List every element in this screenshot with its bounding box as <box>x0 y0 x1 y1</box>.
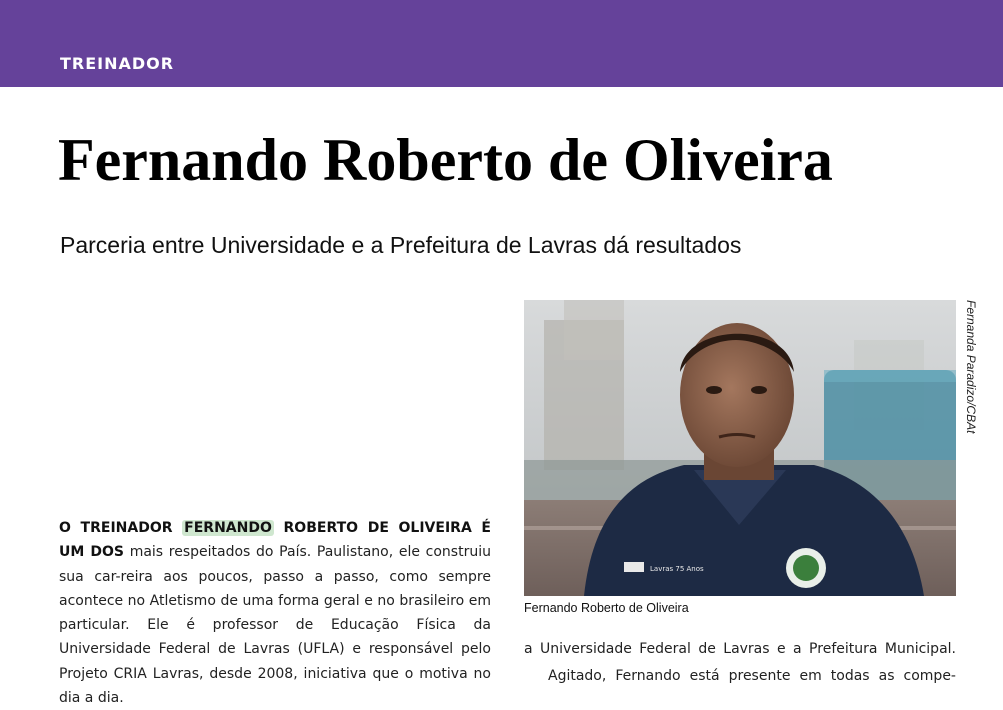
photo-caption: Fernando Roberto de Oliveira <box>524 601 689 615</box>
coach-photo <box>524 300 956 596</box>
shirt-logo-text: Lavras 75 Anos <box>650 565 704 573</box>
right-line-2: Agitado, Fernando está presente em todas as compe- <box>548 668 956 684</box>
article-subtitle: Parceria entre Universidade e a Prefeitura de Lavras dá resultados <box>60 232 742 258</box>
coach-portrait-illustration <box>524 300 956 596</box>
body-paragraph: mais respeitados do País. Paulistano, ele construiu sua car-reira aos poucos, passo a passo, como sempre acontece no Atletismo de uma forma geral e no brasileiro em particular. Ele é professor de Educação Física da Universidade Federal de Lavras (UFLA) e responsável pelo Projeto CRIA Lavras, desde 2008, iniciativa que o motiva no dia a dia. <box>59 544 491 707</box>
article-body-left <box>59 516 491 710</box>
lead-before: O TREINADOR <box>59 520 183 536</box>
header-bar <box>0 0 1003 87</box>
lead-after: ROBERTO DE OLIVEIRA É UM DOS <box>59 520 491 561</box>
section-label: TREINADOR <box>60 54 175 73</box>
right-line-1: a Universidade Federal de Lavras e a Prefeitura Municipal. <box>524 641 956 657</box>
photo-credit: Fernanda Paradizo/CBAt <box>964 300 978 434</box>
highlighted-word: FERNANDO <box>184 520 272 536</box>
article-title: Fernando Roberto de Oliveira <box>58 127 833 193</box>
